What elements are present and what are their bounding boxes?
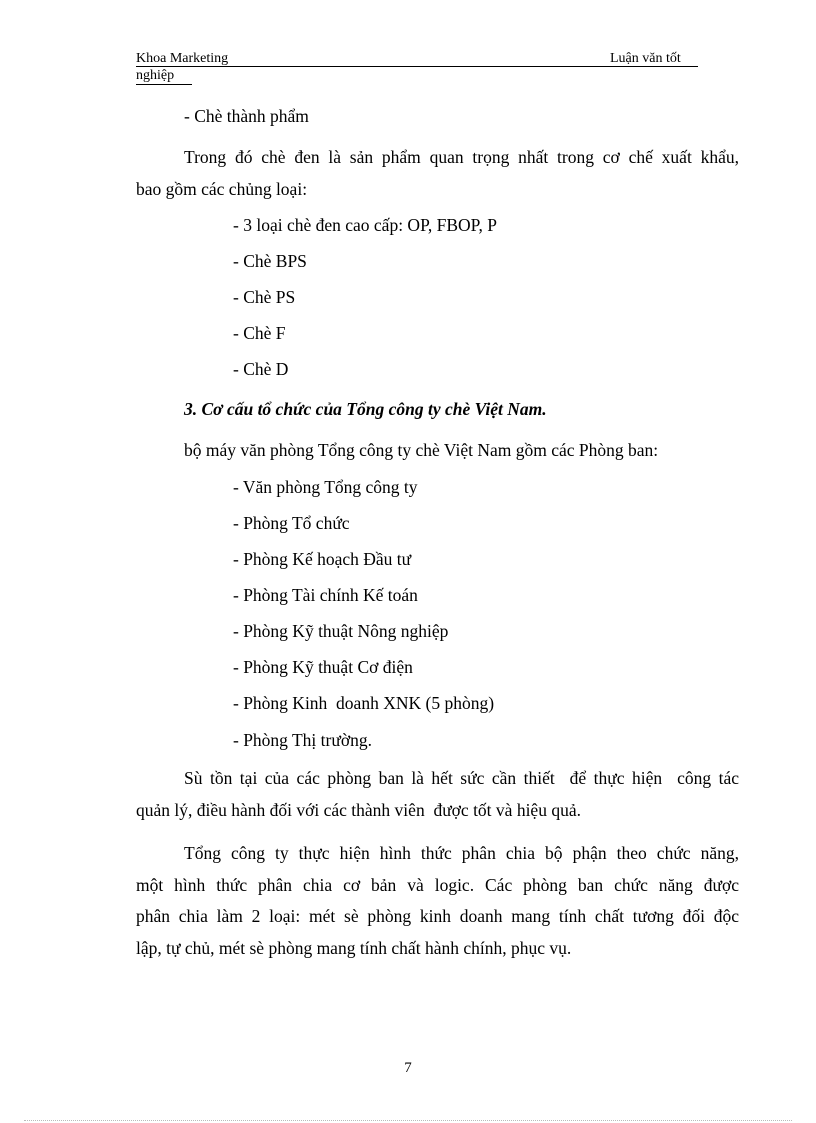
header-faculty: Khoa Marketing <box>136 51 229 66</box>
header-thesis-title: Luận văn tốt <box>610 51 681 66</box>
department-item: - Phòng Kỹ thuật Cơ điện <box>233 657 413 677</box>
paragraph-line: Sù tồn tại của các phòng ban là hết sức cần thiết để thực hiện công tác <box>184 768 739 788</box>
paragraph-line: một hình thức phân chia cơ bản và logic. Các phòng ban chức năng được <box>136 875 739 895</box>
paragraph-line: phân chia làm 2 loại: mét sè phòng kinh doanh mang tính chất tương đối độc <box>136 906 739 926</box>
tea-type-item: - 3 loại chè đen cao cấp: OP, FBOP, P <box>233 215 497 235</box>
tea-type-item: - Chè PS <box>233 287 296 307</box>
tea-type-item: - Chè D <box>233 359 289 379</box>
departments-intro: bộ máy văn phòng Tổng công ty chè Việt Nam gồm các Phòng ban: <box>184 440 659 460</box>
paragraph-line: bao gồm các chủng loại: <box>136 179 308 199</box>
paragraph-line: lập, tự chủ, mét sè phòng mang tính chất hành chính, phục vụ. <box>136 938 572 958</box>
department-item: - Phòng Kỹ thuật Nông nghiệp <box>233 621 449 641</box>
department-item: - Phòng Tài chính Kế toán <box>233 585 418 605</box>
department-item: - Phòng Kế hoạch Đầu tư <box>233 549 412 569</box>
page-number: 7 <box>404 1060 412 1076</box>
department-item: - Văn phòng Tổng công ty <box>233 477 418 497</box>
tea-type-item: - Chè BPS <box>233 251 307 271</box>
header-continuation: nghiệp <box>136 68 192 85</box>
department-item: - Phòng Thị trường. <box>233 730 372 750</box>
page-break-divider <box>24 1120 792 1121</box>
paragraph-line: Trong đó chè đen là sản phẩm quan trọng nhất trong cơ chế xuất khẩu, <box>184 147 739 167</box>
paragraph-line: quản lý, điều hành đối với các thành viên được tốt và hiệu quả. <box>136 800 581 820</box>
tea-type-item: - Chè F <box>233 323 286 343</box>
header-first-line <box>136 50 698 67</box>
paragraph-line: Tổng công ty thực hiện hình thức phân chia bộ phận theo chức năng, <box>184 843 739 863</box>
department-item: - Phòng Tổ chức <box>233 513 350 533</box>
finished-tea-item: - Chè thành phẩm <box>184 106 309 126</box>
running-header <box>136 50 698 85</box>
department-item: - Phòng Kinh doanh XNK (5 phòng) <box>233 693 495 713</box>
section-heading: 3. Cơ cấu tổ chức của Tổng công ty chè Việt Nam. <box>184 399 547 419</box>
